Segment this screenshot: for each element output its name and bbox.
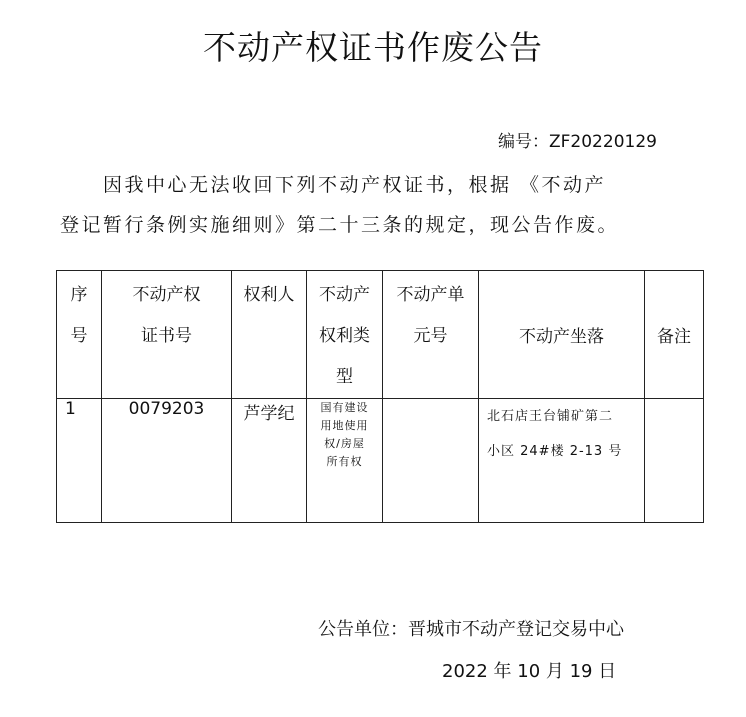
certificate-table bbox=[56, 270, 704, 523]
header-seq: 序 号 bbox=[57, 271, 102, 399]
cell-cert-no: 0079203 bbox=[102, 399, 232, 523]
cell-unit-no bbox=[383, 399, 479, 523]
reference-value: ZF20220129 bbox=[549, 132, 657, 152]
notice-paragraph-line-1: 因我中心无法收回下列不动产权证书，根据 《不动产 bbox=[103, 174, 607, 196]
cell-right-type: 国有建设 用地使用 权/房屋 所有权 bbox=[307, 399, 383, 523]
header-location: 不动产坐落 bbox=[479, 271, 645, 399]
table-row bbox=[57, 399, 704, 523]
header-unit-no: 不动产单 元号 bbox=[383, 271, 479, 399]
notice-title: 不动产权证书作废公告 bbox=[203, 28, 543, 67]
reference-number bbox=[498, 127, 657, 152]
table-header-row bbox=[57, 271, 704, 399]
notice-paragraph-line-2: 登记暂行条例实施细则》第二十三条的规定，现公告作废。 bbox=[60, 214, 620, 236]
header-remark: 备注 bbox=[645, 271, 704, 399]
header-right-type: 不动产 权利类 型 bbox=[307, 271, 383, 399]
cell-remark bbox=[645, 399, 704, 523]
cell-seq: 1 bbox=[57, 399, 102, 523]
cell-holder: 芦学纪 bbox=[232, 399, 307, 523]
issue-date: 2022 年 10 月 19 日 bbox=[442, 661, 617, 682]
header-cert-no: 不动产权 证书号 bbox=[102, 271, 232, 399]
issuer: 公告单位：晋城市不动产登记交易中心 bbox=[318, 619, 624, 640]
reference-label: 编号： bbox=[498, 132, 549, 152]
header-holder: 权利人 bbox=[232, 271, 307, 399]
cell-location: 北石店王台铺矿第二 小区 24#楼 2-13 号 bbox=[479, 399, 645, 523]
